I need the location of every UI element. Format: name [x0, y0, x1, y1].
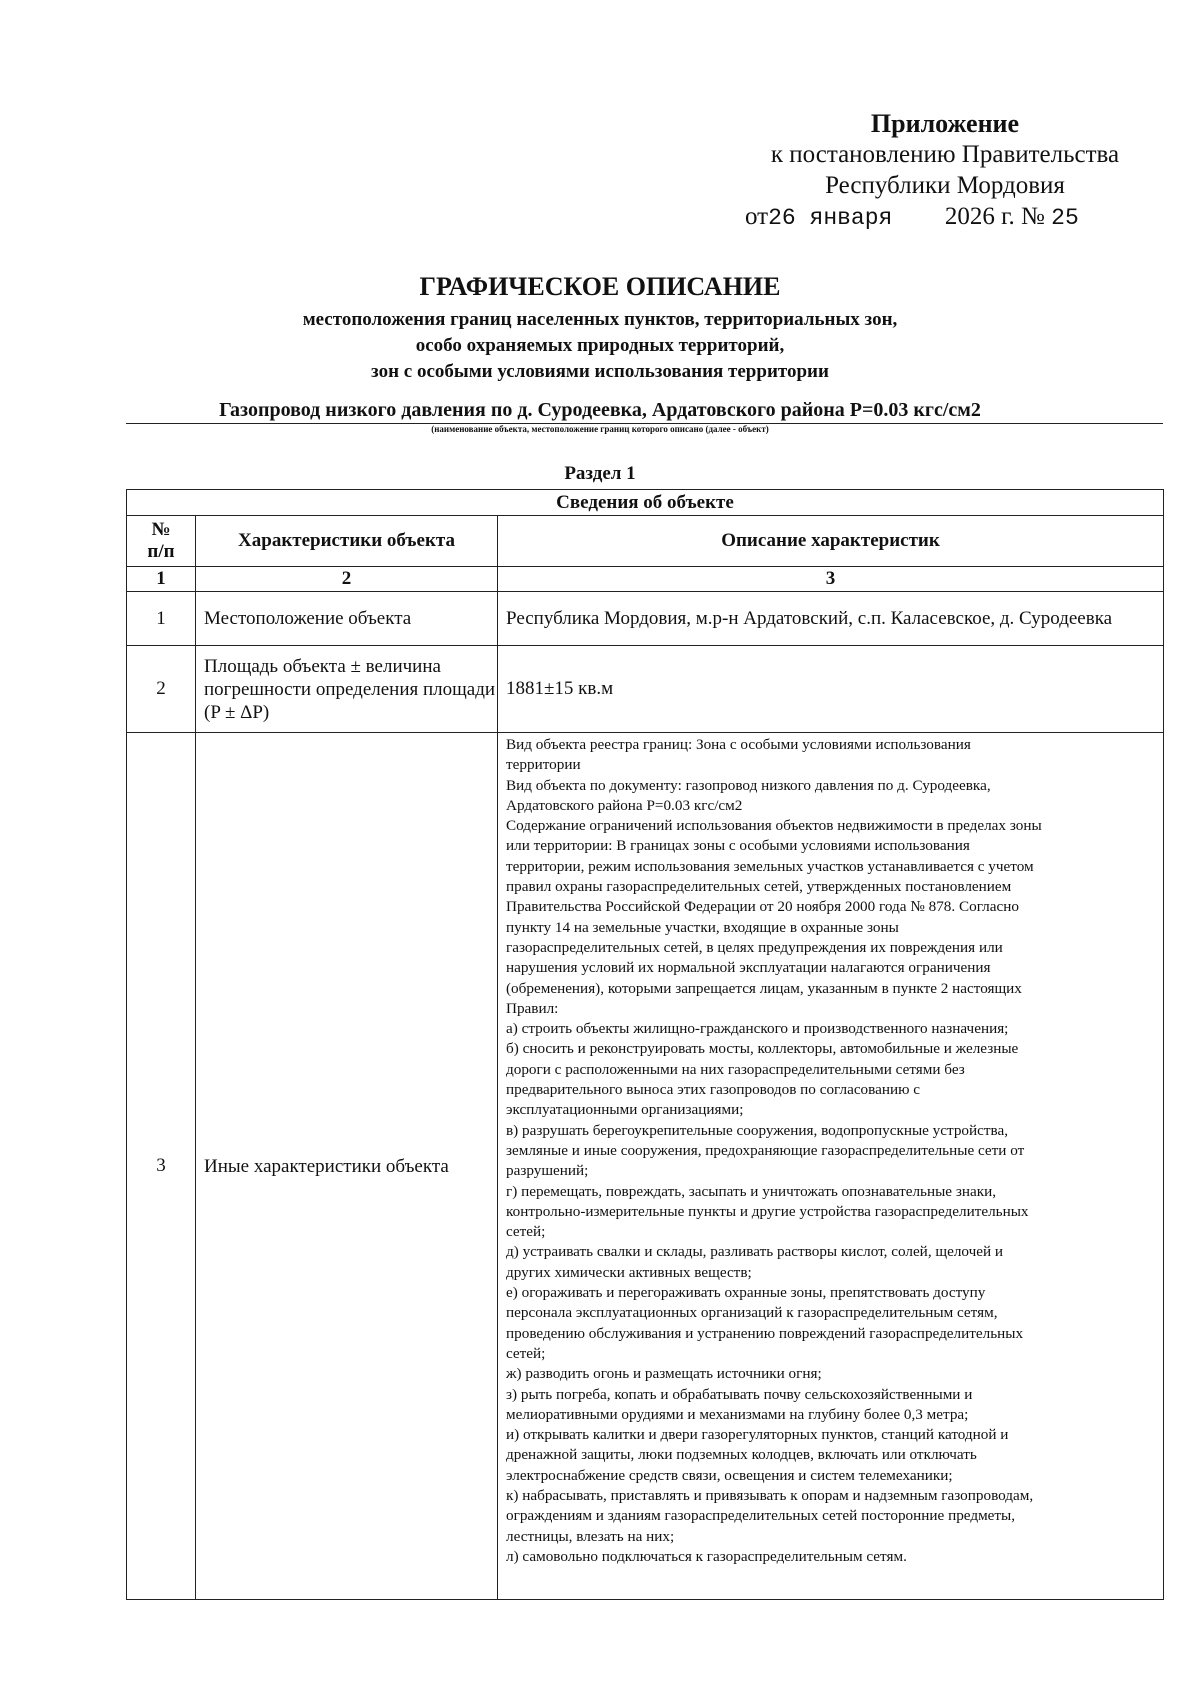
description-line: газораспределительных сетей, в целях предупреждения их повреждения или	[506, 938, 1003, 956]
description-line: Вид объекта реестра границ: Зона с особыми условиями использования	[506, 736, 971, 753]
row-characteristic: Площадь объекта ± величина погрешности определения площади (P ± ΔР)	[196, 646, 498, 733]
description-line: б) сносить и реконструировать мосты, коллекторы, автомобильные и железные	[506, 1040, 1019, 1058]
description-line: ограждениям и зданиям газораспределительных сетей посторонние предметы,	[506, 1507, 1016, 1525]
description-line: Ардатовского района Р=0.03 кгс/см2	[506, 796, 743, 814]
row-characteristic: Иные характеристики объекта	[196, 733, 498, 1600]
description-line: мелиоративными орудиями и механизмами на глубину более 0,3 метра;	[506, 1405, 969, 1423]
appendix-line-2: Республики Мордовия	[825, 172, 1065, 199]
description-line: сетей;	[506, 1223, 546, 1241]
header-description: Описание характеристик	[498, 516, 1164, 567]
row-description: Республика Мордовия, м.р-н Ардатовский, с.п. Каласевское, д. Суродеевка	[498, 592, 1164, 646]
column-number: 3	[498, 567, 1164, 592]
row-number: 1	[127, 592, 196, 646]
description-line: контрольно-измерительные пункты и другие устройства газораспределительных	[506, 1202, 1029, 1220]
header-characteristic: Характеристики объекта	[196, 516, 498, 567]
date-year: 2026 г. №	[944, 203, 1045, 230]
description-line: правил охраны газораспределительных сетей, утвержденных постановлением	[506, 878, 1012, 896]
row-description: 1881±15 кв.м	[498, 646, 1164, 733]
description-line: (обременения), которыми запрещается лицам, указанным в пункте 2 настоящих	[506, 979, 1022, 997]
row-number: 2	[127, 646, 196, 733]
table-row	[127, 646, 1164, 733]
description-line: е) огораживать и перегораживать охранные зоны, препятствовать доступу	[506, 1284, 986, 1302]
row-number: 3	[127, 733, 196, 1600]
document-title: ГРАФИЧЕСКОЕ ОПИСАНИЕ	[419, 272, 781, 301]
subtitle-line: местоположения границ населенных пунктов, территориальных зон,	[302, 309, 898, 330]
description-line: других химически активных веществ;	[506, 1263, 752, 1281]
description-line: или территории: В границах зоны с особыми условиями использования	[506, 837, 970, 855]
approval-header	[735, 108, 1155, 234]
description-line: сетей;	[506, 1344, 546, 1362]
description-line: л) самовольно подключаться к газораспределительным сетям.	[506, 1547, 907, 1565]
object-info-table	[126, 489, 1164, 1600]
description-line: Содержание ограничений использования объектов недвижимости в пределах зоны	[506, 817, 1042, 835]
description-line: д) устраивать свалки и склады, разливать растворы кислот, солей, щелочей и	[506, 1243, 1004, 1261]
description-line: персонала эксплуатационных организаций к газораспределительным сетям,	[506, 1304, 998, 1322]
column-number-row	[127, 567, 1164, 592]
object-name-caption: (наименование объекта, местоположение границ которого описано (далее - объект)	[431, 424, 769, 434]
date-prefix: от	[745, 203, 769, 230]
description-line: з) рыть погреба, копать и обрабатывать почву сельскохозяйственными и	[506, 1385, 973, 1403]
table-row	[127, 733, 1164, 1600]
table-header-row	[127, 516, 1164, 567]
description-line: территории, режим использования земельных участков устанавливается с учетом	[506, 857, 1034, 875]
row-characteristic: Местоположение объекта	[196, 592, 498, 646]
column-number: 1	[127, 567, 196, 592]
description-line: в) разрушать берегоукрепительные сооружения, водопропускные устройства,	[506, 1121, 1009, 1139]
description-line: территории	[506, 756, 581, 774]
table-caption-row	[127, 490, 1164, 516]
description-line: г) перемещать, повреждать, засыпать и уничтожать опознавательные знаки,	[506, 1182, 997, 1200]
document-subtitle	[0, 307, 1200, 385]
description-line: а) строить объекты жилищно-гражданского и производственного назначения;	[506, 1020, 1009, 1038]
appendix-title: Приложение	[870, 109, 1020, 138]
table-row	[127, 592, 1164, 646]
description-line: дренажной защиты, люки подземных колодцев, включать или отключать	[506, 1446, 977, 1464]
subtitle-line: зон с особыми условиями использования территории	[371, 361, 829, 382]
header-num: № п/п	[127, 516, 196, 567]
description-line: ж) разводить огонь и размещать источники огня;	[506, 1365, 822, 1383]
description-line: и) открывать калитки и двери газорегуляторных пунктов, станций катодной и	[506, 1426, 1009, 1444]
description-line: лестницы, влезать на них;	[506, 1527, 675, 1545]
description-line: проведению обслуживания и устранению повреждений газораспределительных	[506, 1324, 1024, 1342]
description-line: предварительного выноса этих газопроводов по согласованию с	[506, 1081, 920, 1099]
description-line: дороги с расположенными на них газораспределительными сетями без	[506, 1060, 965, 1078]
description-line: электроснабжение средств связи, освещения и систем телемеханики;	[506, 1466, 953, 1484]
row-description	[498, 733, 1164, 1600]
description-line: Правил:	[506, 999, 559, 1017]
description-line: земляные и иные сооружения, предохраняющие газораспределительные сети от	[506, 1141, 1025, 1159]
description-line: пункту 14 на земельные участки, входящие в охранные зоны	[506, 918, 899, 936]
subtitle-line: особо охраняемых природных территорий,	[415, 335, 785, 356]
description-line: Правительства Российской Федерации от 20 ноября 2000 года № 878. Согласно	[506, 898, 1019, 916]
appendix-date-line	[735, 201, 1155, 234]
appendix-line-1: к постановлению Правительства	[770, 141, 1120, 168]
description-line: разрушений;	[506, 1162, 589, 1180]
date-day-month: 26 января	[768, 205, 893, 231]
column-number: 2	[196, 567, 498, 592]
description-line: к) набрасывать, приставлять и привязывать к опорам и надземным газопроводам,	[506, 1486, 1034, 1504]
description-line: Вид объекта по документу: газопровод низкого давления по д. Суродеевка,	[506, 776, 991, 794]
object-name: Газопровод низкого давления по д. Суродеевка, Ардатовского района Р=0.03 кгс/см2	[219, 399, 981, 421]
table-caption: Сведения об объекте	[127, 490, 1164, 516]
section-title: Раздел 1	[564, 463, 636, 484]
description-line: эксплуатационными организациями;	[506, 1101, 744, 1119]
document-number: 25	[1051, 205, 1079, 231]
description-line: нарушения условий их нормальной эксплуатации налагаются ограничения	[506, 959, 991, 977]
